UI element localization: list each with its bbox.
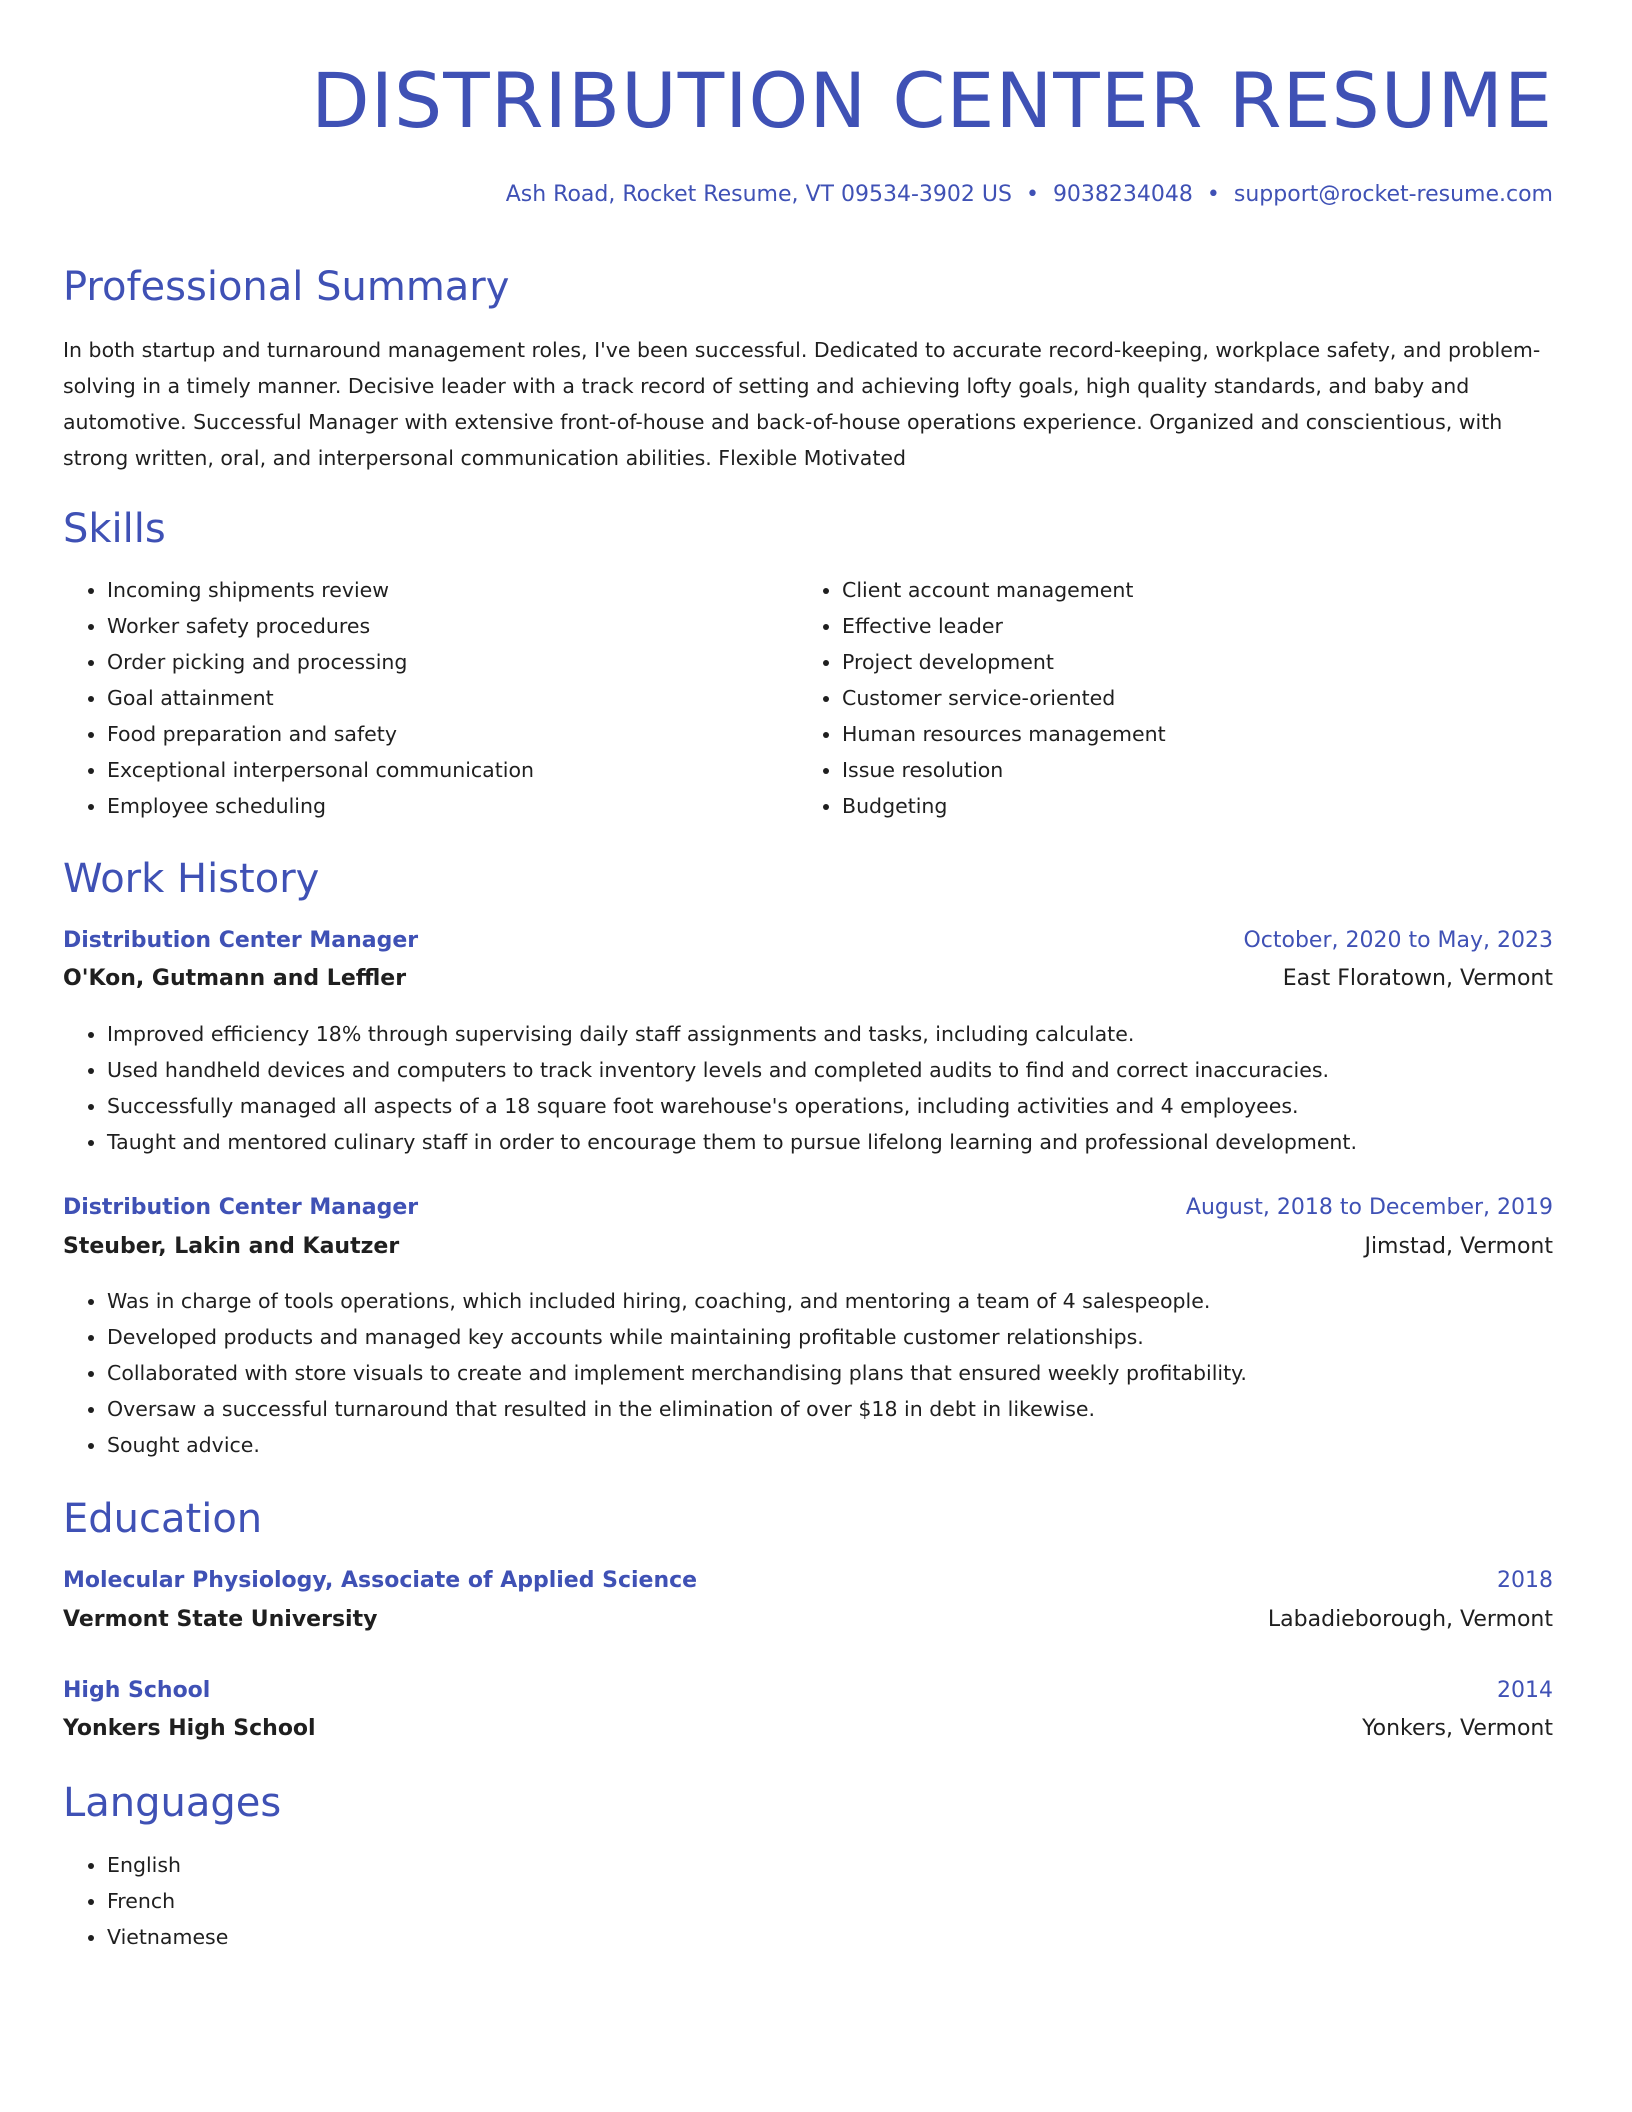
job-bullet: • Successfully managed all aspects of a 18 square foot warehouse's operations, including activities and 4 employees. (107, 1088, 1553, 1124)
skill-item: • Project development (842, 644, 1553, 680)
job-bullet-list (63, 1283, 1553, 1463)
language-item: • French (107, 1883, 1553, 1919)
job-bullet-list (63, 1016, 1553, 1160)
summary-text: In both startup and turnaround management roles, I've been successful. Dedicated to accurate record-keeping, workplace safety, and problem-solving in a timely manner. Decisive leader with a track record of setting and achieving lofty goals, high quality standards, and baby and automotive. Successful Manager with extensive front-of-house and back-of-house operations experience. Organized and conscientious, with strong written, oral, and interpersonal communication abilities. Flexible Motivated (63, 338, 1541, 470)
languages-list (63, 1847, 1553, 1955)
skill-item: • Goal attainment (107, 680, 793, 716)
resume-name: DISTRIBUTION CENTER RESUME (311, 56, 1553, 145)
contact-line (506, 178, 1553, 212)
skill-item: • Worker safety procedures (107, 608, 793, 644)
education-school: Vermont State University (63, 1607, 378, 1632)
education-location: Labadieborough, Vermont (1267, 1607, 1553, 1632)
job-bullet: • Taught and mentored culinary staff in order to encourage them to pursue lifelong learning and professional development. (107, 1124, 1553, 1160)
skill-item: • Client account management (842, 572, 1553, 608)
education-degree: High School (63, 1678, 211, 1703)
skills-right-column (798, 572, 1553, 824)
job-dates: October, 2020 to May, 2023 (1243, 928, 1553, 953)
skill-item: • Exceptional interpersonal communication (107, 752, 793, 788)
contact-separator: • (1025, 182, 1039, 207)
language-item: • English (107, 1847, 1553, 1883)
education-school: Yonkers High School (63, 1716, 316, 1741)
job-bullet: • Oversaw a successful turnaround that resulted in the elimination of over $18 in debt in likewise. (107, 1391, 1553, 1427)
job-bullet: • Collaborated with store visuals to create and implement merchandising plans that ensured weekly profitability. (107, 1355, 1553, 1391)
skill-item: • Incoming shipments review (107, 572, 793, 608)
skill-item: • Budgeting (842, 788, 1553, 824)
skill-item: • Food preparation and safety (107, 716, 793, 752)
skill-item: • Customer service-oriented (842, 680, 1553, 716)
skill-item: • Human resources management (842, 716, 1553, 752)
contact-email: support@rocket-resume.com (1233, 182, 1553, 207)
job-bullet: • Developed products and managed key accounts while maintaining profitable customer relationships. (107, 1319, 1553, 1355)
job-dates: August, 2018 to December, 2019 (1185, 1195, 1553, 1220)
job-bullet: • Used handheld devices and computers to track inventory levels and completed audits to find and correct inaccuracies. (107, 1052, 1553, 1088)
job-company: O'Kon, Gutmann and Leffler (63, 966, 407, 991)
skill-item: • Effective leader (842, 608, 1553, 644)
section-title-languages: Languages (63, 1780, 282, 1826)
contact-separator: • (1206, 182, 1220, 207)
section-title-education: Education (63, 1496, 263, 1542)
job-bullet: • Sought advice. (107, 1427, 1553, 1463)
job-location: Jimstad, Vermont (1364, 1234, 1553, 1259)
education-year: 2014 (1497, 1678, 1553, 1703)
job-bullet: • Was in charge of tools operations, which included hiring, coaching, and mentoring a team of 4 salespeople. (107, 1283, 1553, 1319)
education-degree: Molecular Physiology, Associate of Applied Science (63, 1568, 698, 1593)
skill-item: • Order picking and processing (107, 644, 793, 680)
skills-left-column (63, 572, 793, 824)
skill-item: • Issue resolution (842, 752, 1553, 788)
job-title: Distribution Center Manager (63, 1195, 419, 1220)
section-title-skills: Skills (63, 506, 166, 552)
job-company: Steuber, Lakin and Kautzer (63, 1234, 400, 1259)
language-item: • Vietnamese (107, 1919, 1553, 1955)
job-location: East Floratown, Vermont (1282, 966, 1553, 991)
section-title-work-history: Work History (63, 856, 320, 902)
contact-address: Ash Road, Rocket Resume, VT 09534-3902 US (505, 182, 1012, 207)
contact-phone: 9038234048 (1052, 182, 1193, 207)
section-title-summary: Professional Summary (63, 264, 510, 310)
education-year: 2018 (1497, 1568, 1553, 1593)
job-title: Distribution Center Manager (63, 928, 419, 953)
education-location: Yonkers, Vermont (1362, 1716, 1553, 1741)
job-bullet: • Improved efficiency 18% through supervising daily staff assignments and tasks, including calculate. (107, 1016, 1553, 1052)
skill-item: • Employee scheduling (107, 788, 793, 824)
